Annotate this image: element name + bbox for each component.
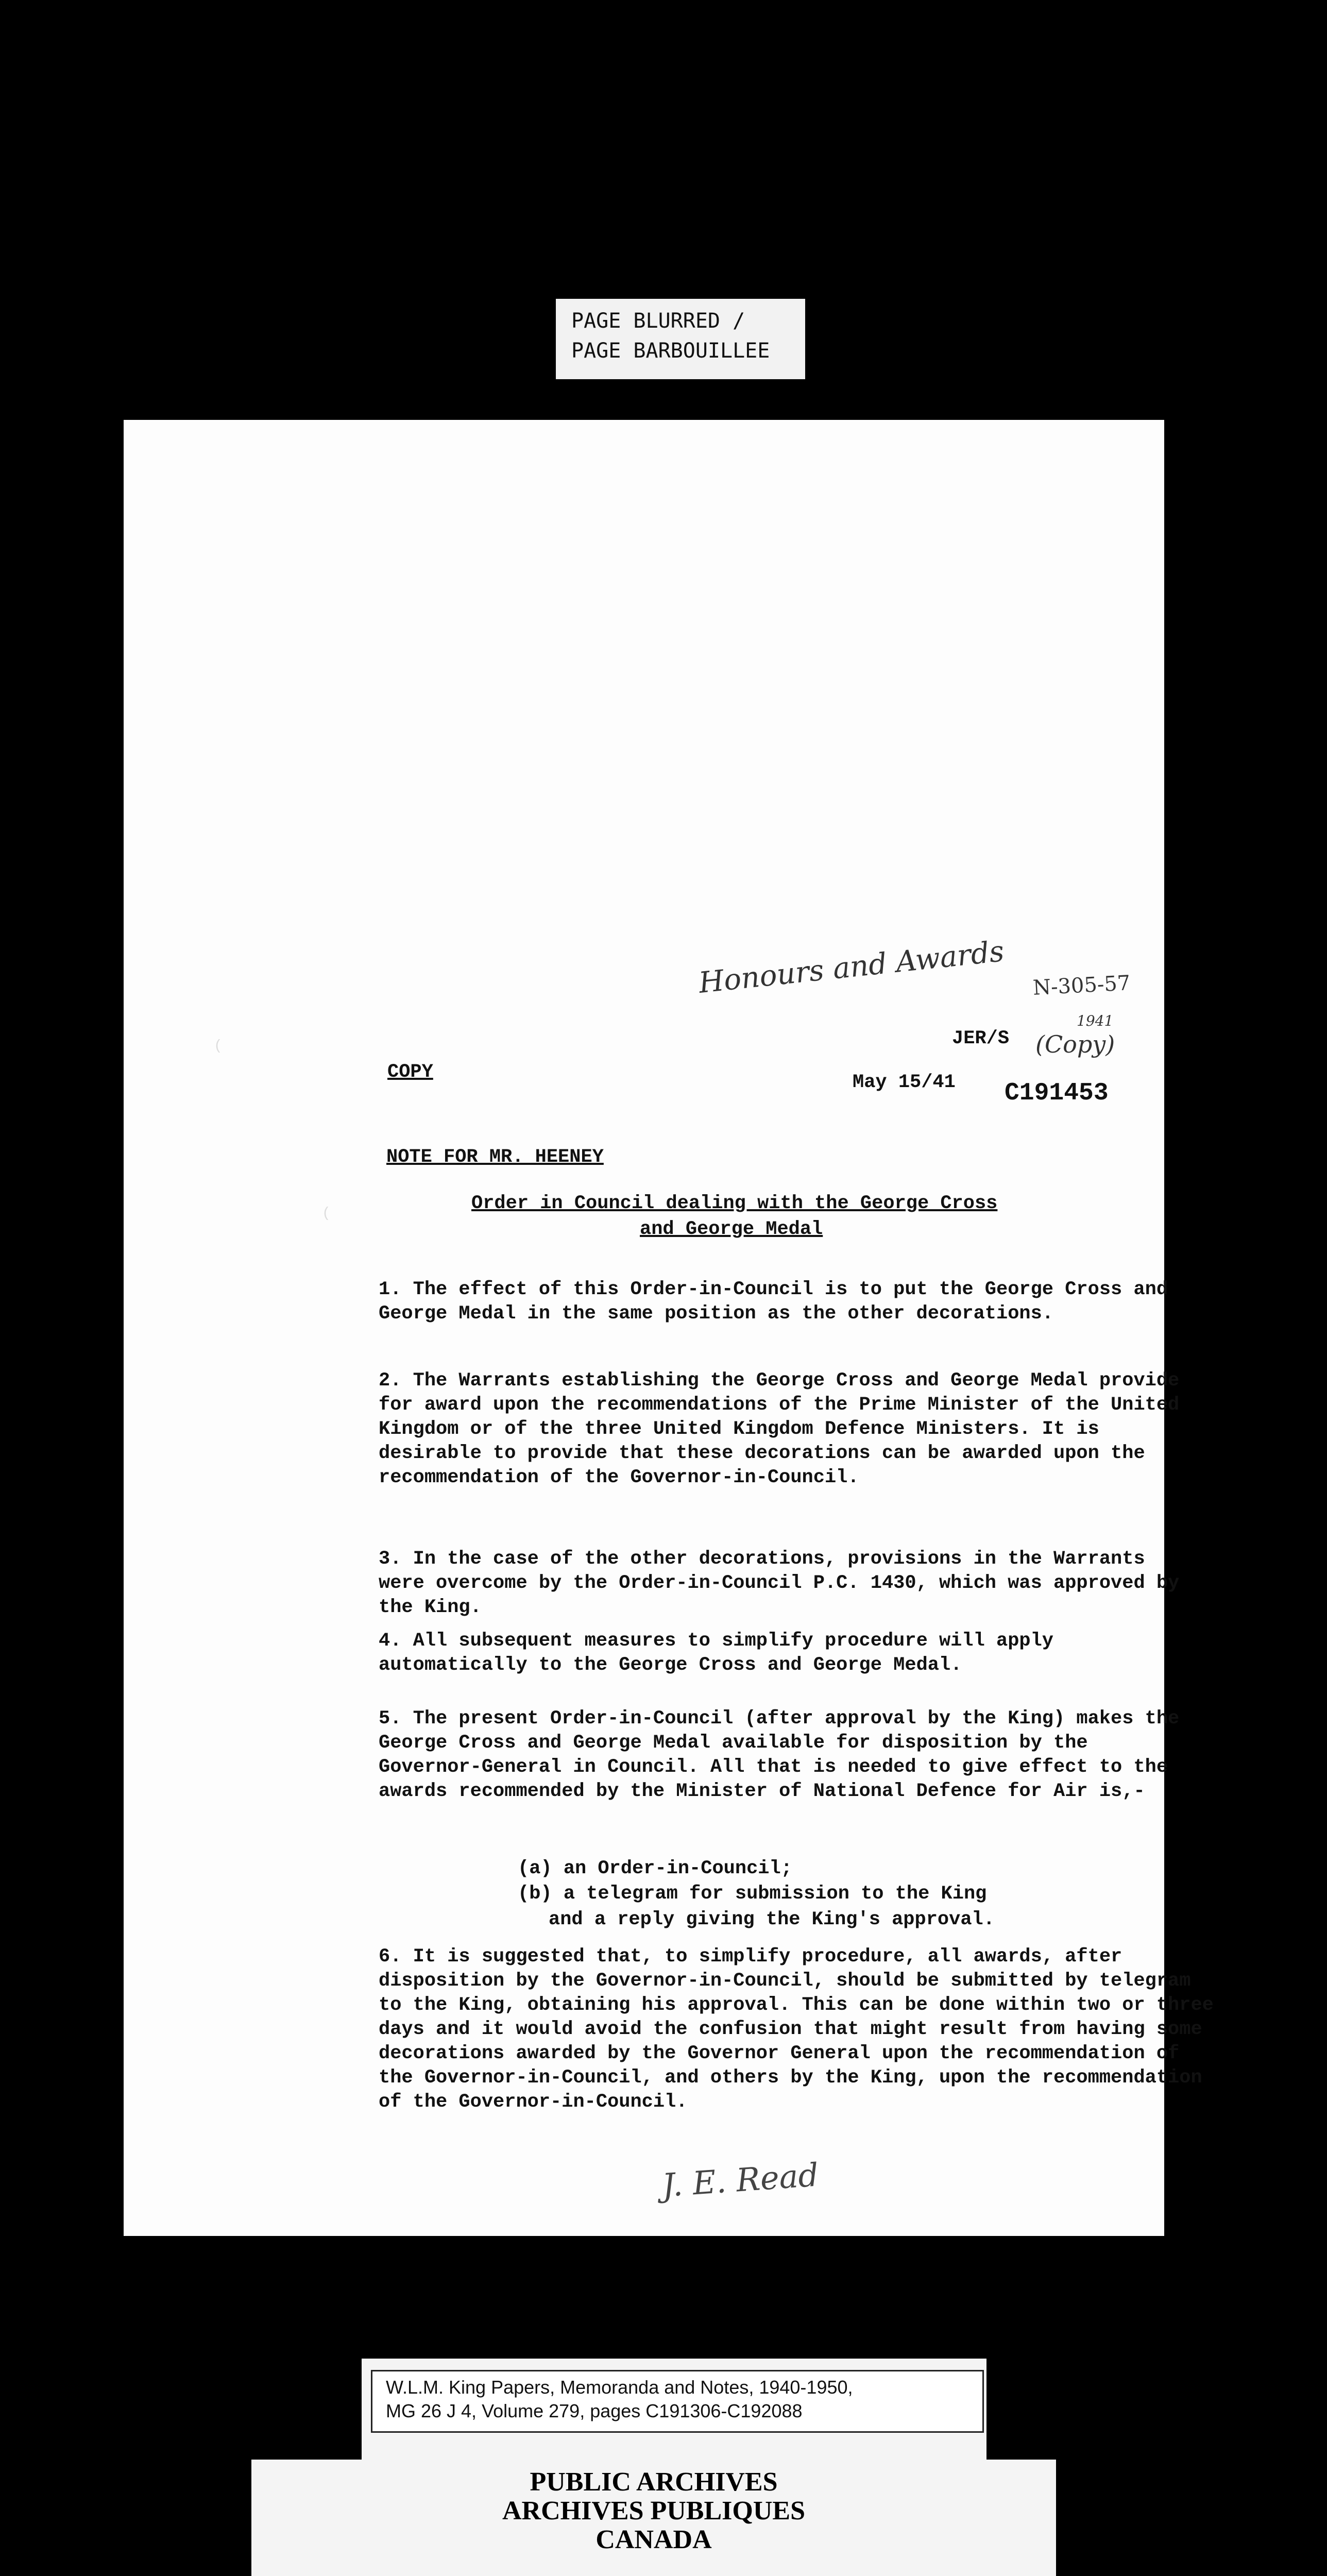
archives-line-2: ARCHIVES PUBLIQUES <box>502 2496 806 2526</box>
file-number: N-305-57 <box>1032 971 1131 1000</box>
archives-stamp <box>251 2468 1056 2554</box>
paragraph-5: 5. The present Order-in-Council (after approval by the King) makes the George Cross and George Medal available for disposition by the Governor-General in Council. All that is needed to give effect to the awards recommended by the Minister of National Defence for Air is,- <box>379 1708 1180 1802</box>
list-item-b-line-1: (b) a telegram for submission to the King <box>518 1883 987 1905</box>
paragraph-2: 2. The Warrants establishing the George Cross and George Medal provide for award upon the recommendations of the Prime Minister of the United Kingdom or of the three United Kingdom Defence Ministers. It is desirable to provide that these decorations can be awarded upon the recommendation of the Governor-in-Council. <box>379 1370 1180 1488</box>
paragraph-4: 4. All subsequent measures to simplify procedure will apply automatically to the George Cross and George Medal. <box>379 1630 1054 1676</box>
signature: J. E. Read <box>660 2156 820 2205</box>
citation-label <box>371 2370 984 2433</box>
document-number: C191453 <box>1005 1079 1109 1107</box>
initials: JER/S <box>952 1028 1010 1049</box>
archives-line-1: PUBLIC ARCHIVES <box>530 2467 778 2497</box>
memo-date: May 15/41 <box>853 1072 956 1093</box>
paragraph-1: 1. The effect of this Order-in-Council is to put the George Cross and George Medal in the same position as the other decorations. <box>379 1279 1168 1325</box>
label-line-1: PAGE BLURRED / <box>571 309 745 333</box>
memo-addressee: NOTE FOR MR. HEENEY <box>386 1146 604 1168</box>
list-item-a: (a) an Order-in-Council; <box>518 1858 792 1879</box>
document-page: Honours and Awards N-305-57 JER/S 1941 (Copy) COPY May 15/41 C191453 NOTE FOR MR. HEENEY Order in Council dealing with the George Cross and George Medal 1. The effect of this Order-in-Council is to put the George Cross and George Medal in the same position as the other decorations. 2. The Warrants establishing the George Cross and George Medal provide for award upon the recommendations of the Prime Minister of the United Kingdom or of the three United Kingdom Defence Ministers. It is desirable to provide that these decorations can be awarded upon the recommendation of the Governor-in-Council. 3. In the case of the other decorations, provisions in the Warrants were overcome by the Order-in-Council P.C. 1430, which was approved by the King. 4. All subsequent measures to simplify procedure will apply automatically to the George Cross and George Medal. 5. The present Order-in-Council (after approval by the King) makes the George Cross and George Medal available for disposition by the Governor-General in Council. All that is needed to give effect to the awards recommended by the Minister of National Defence for Air is,- (a) an Order-in-Council; (b) a telegram for submission to the King and a reply giving the King's approval. 6. It is suggested that, to simplify procedure, all awards, after disposition by the Governor-in-Council, should be submitted by telegram to the King, obtaining his approval. This can be done within two or three days and it would avoid the confusion that might result from having some decorations awarded by the Governor General upon the recommendation of the Governor-in-Council, and others by the King, upon the recommendation of the Governor-in-Council. J. E. Read ( ( <box>124 420 1164 2236</box>
citation-line-1: W.L.M. King Papers, Memoranda and Notes, 1940-1950, <box>386 2377 853 2398</box>
memo-subject-line-1: Order in Council dealing with the George Cross <box>471 1193 998 1214</box>
paragraph-6: 6. It is suggested that, to simplify procedure, all awards, after disposition by the Governor-in-Council, should be submitted by telegram to the King, obtaining his approval. This can be done within two or three days and it would avoid the confusion that might result from having some decorations awarded by the Governor General upon the recommendation of the Governor-in-Council, and others by the King, upon the recommendation of the Governor-in-Council. <box>379 1946 1214 2113</box>
copy-label: COPY <box>387 1061 433 1083</box>
citation-line-2: MG 26 J 4, Volume 279, pages C191306-C192088 <box>386 2400 803 2421</box>
copy-note: (Copy) <box>1035 1030 1115 1058</box>
year-note: 1941 <box>1077 1012 1114 1029</box>
list-item-b-line-2: and a reply giving the King's approval. <box>549 1909 995 1930</box>
memo-subject-line-2: and George Medal <box>640 1218 823 1240</box>
label-line-2: PAGE BARBOUILLEE <box>571 339 770 363</box>
archives-line-3: CANADA <box>596 2525 712 2554</box>
handwritten-subject: Honours and Awards <box>697 935 1006 1000</box>
paragraph-3: 3. In the case of the other decorations, provisions in the Warrants were overcome by the Order-in-Council P.C. 1430, which was approved by the King. <box>379 1548 1180 1618</box>
page-blurred-label <box>556 299 805 379</box>
